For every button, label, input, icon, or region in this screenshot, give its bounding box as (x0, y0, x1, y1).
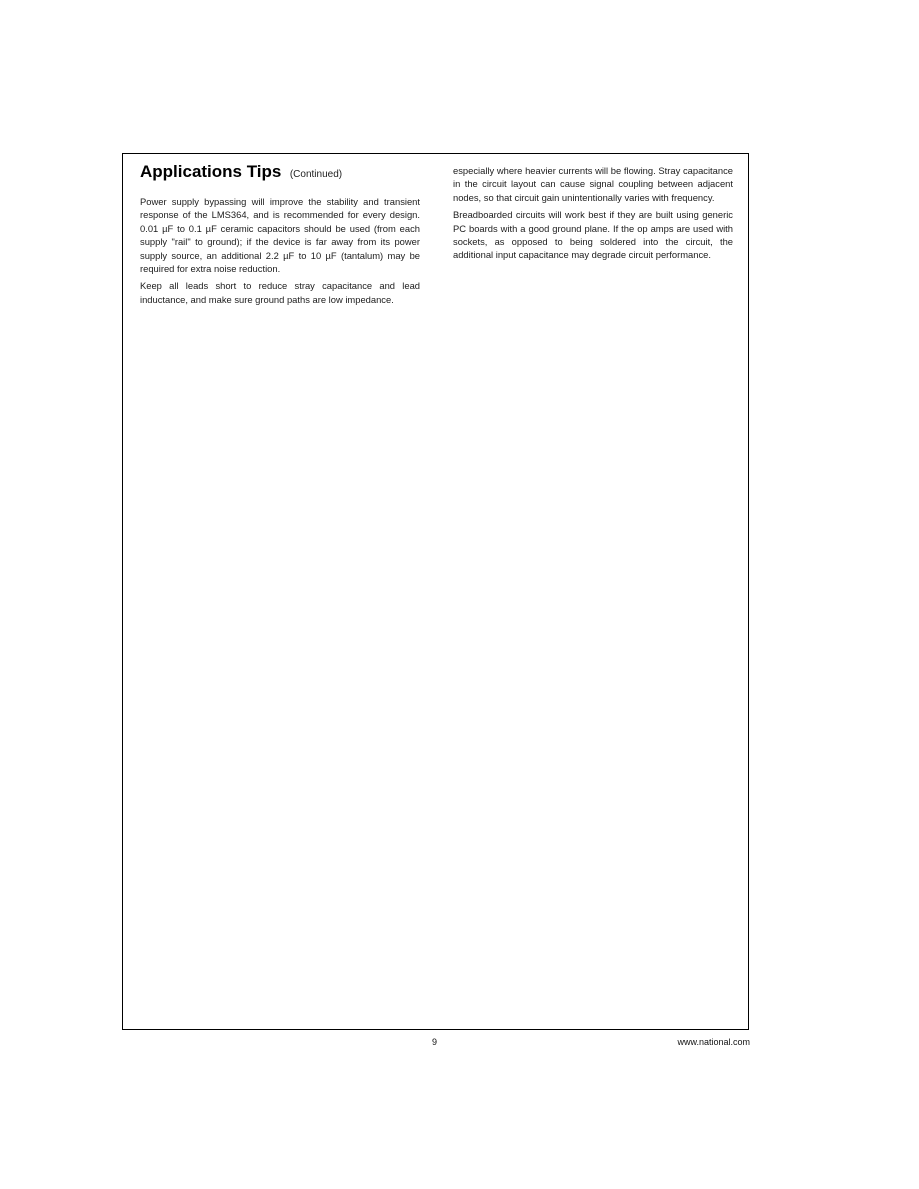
paragraph-stray-capacitance: especially where heavier currents will be flowing. Stray capacitance in the circuit layout can cause signal coupling between adjacent nodes, so that circuit gain unintentionally varies with frequency. (453, 165, 733, 203)
section-subtitle: (Continued) (289, 169, 343, 180)
website-link[interactable]: www.national.com (677, 1037, 750, 1047)
page-number: 9 (432, 1037, 438, 1047)
content-frame (122, 153, 749, 1030)
paragraph-short-leads: Keep all leads short to reduce stray capacitance and lead inductance, and make sure ground paths are low impedance. (140, 280, 420, 305)
right-column (453, 164, 733, 266)
paragraph-breadboarded-circuits: Breadboarded circuits will work best if they are built using generic PC boards with a good ground plane. If the op amps are used with sockets, as opposed to being soldered into the circuit, the additional input capacitance may degrade circuit performance. (453, 209, 733, 261)
section-heading (140, 162, 420, 185)
paragraph-power-supply-bypassing: Power supply bypassing will improve the stability and transient response of the LMS364, and is recommended for every design. 0.01 µF to 0.1 µF ceramic capacitors should be used (from each supply "rail" to ground); if the device is far away from its power supply source, an additional 2.2 µF to 10 µF (tantalum) may be required for extra noise reduction. (140, 196, 420, 275)
section-title: Applications Tips (140, 162, 282, 181)
left-column (140, 162, 420, 310)
